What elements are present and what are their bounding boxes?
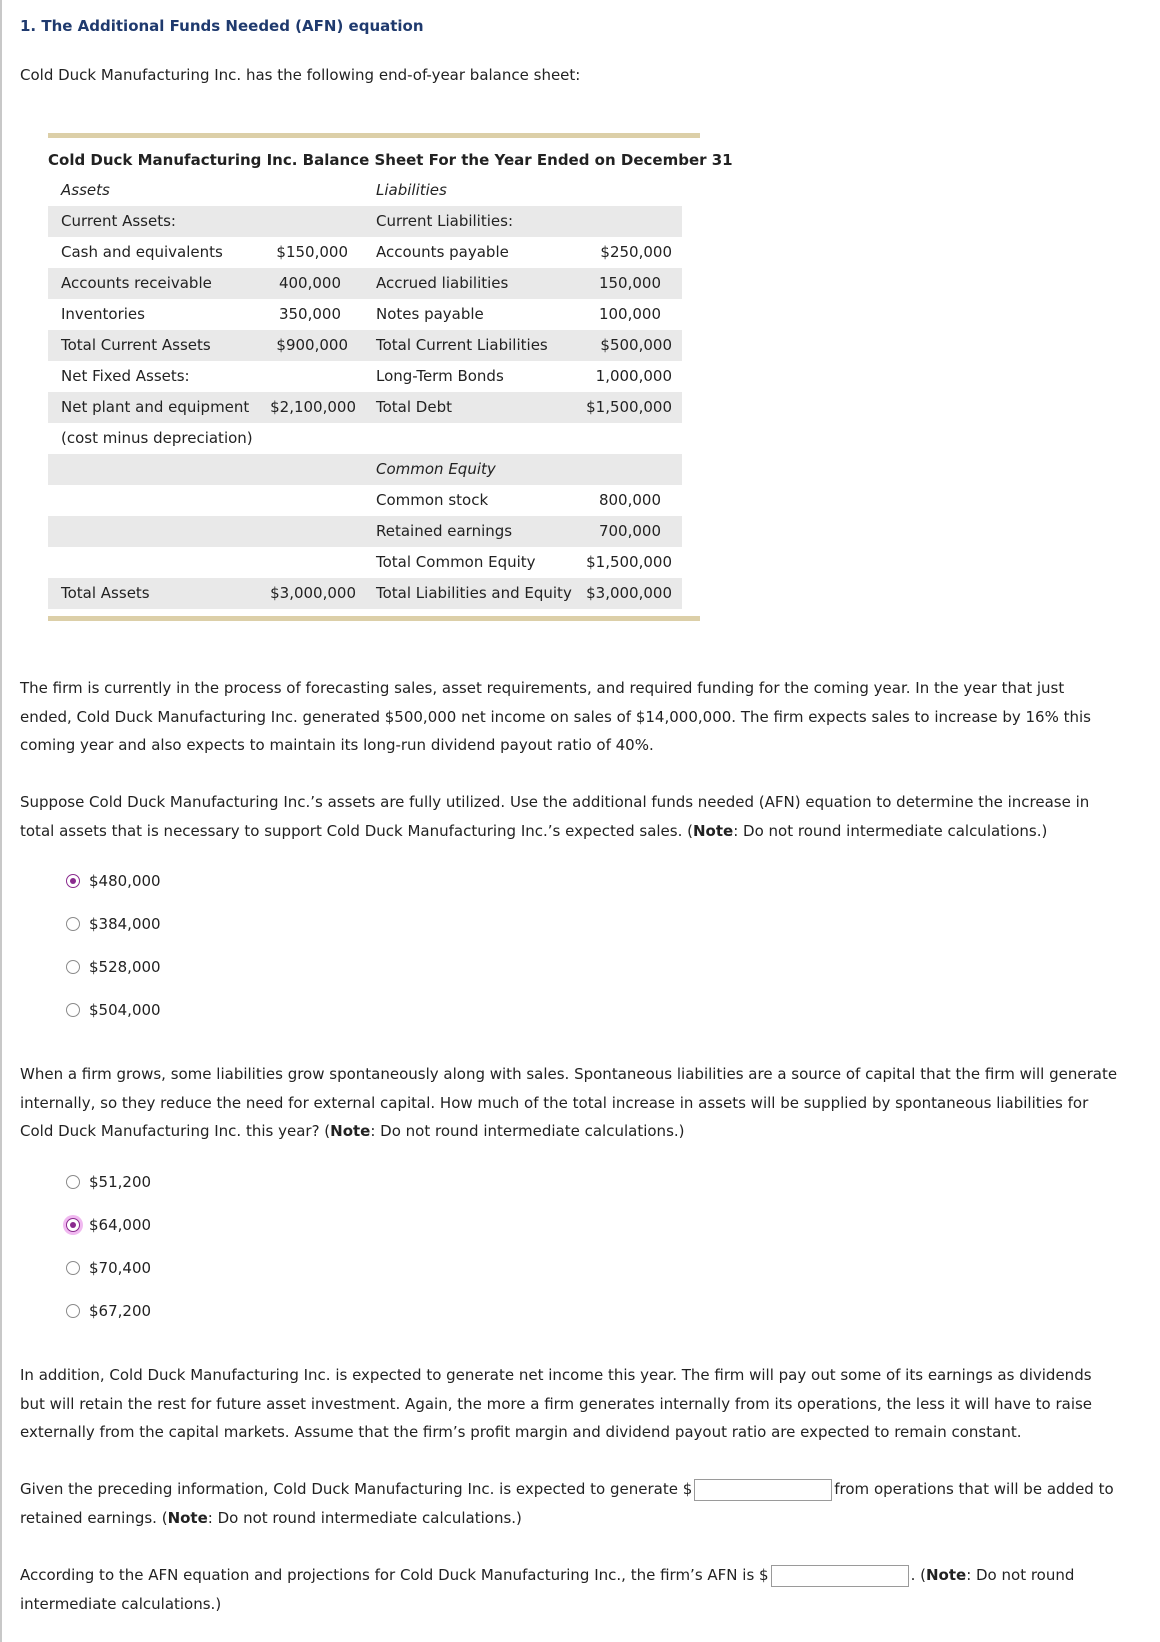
table-top-rule	[48, 133, 700, 138]
table-row	[48, 268, 682, 299]
question-4-text: According to the AFN equation and projections for Cold Duck Manufacturing Inc., the firm’s AFN is $ . (Note: Do not round intermediate calculations.)	[20, 1566, 1075, 1613]
liability-label: Current Liabilities:	[376, 212, 513, 230]
left-frame-border	[0, 0, 2, 1642]
liability-value: 1,000,000	[595, 367, 672, 385]
option-label: $528,000	[89, 958, 161, 976]
q2-option-1[interactable]	[66, 1171, 151, 1193]
table-bottom-rule	[48, 616, 700, 621]
liabilities-header: Liabilities	[376, 181, 447, 199]
question-heading: 1. The Additional Funds Needed (AFN) equation	[20, 17, 424, 35]
asset-value: $2,100,000	[270, 398, 356, 416]
radio-icon[interactable]	[66, 1304, 80, 1318]
q1-option-3[interactable]	[66, 956, 161, 978]
asset-label: (cost minus depreciation)	[61, 429, 253, 447]
liability-label: Common stock	[376, 491, 489, 509]
radio-icon[interactable]	[66, 1003, 80, 1017]
asset-label: Total Current Assets	[61, 336, 211, 354]
liability-label: Accrued liabilities	[376, 274, 509, 292]
liability-value: $3,000,000	[586, 584, 672, 602]
table-row	[48, 516, 682, 547]
liability-value: 700,000	[598, 522, 661, 540]
liability-value: 150,000	[598, 274, 661, 292]
question-2-text: When a firm grows, some liabilities grow spontaneously along with sales. Spontaneous liabilities are a source of capital that the firm will generate internally, so they reduce the need for external capital. How much of the total increase in assets will be supplied by spontaneous liabilities for Cold Duck Manufacturing Inc. this year? (Note: Do not round intermediate calculations.)	[20, 1065, 1118, 1140]
liability-value: $1,500,000	[586, 553, 672, 571]
asset-value: $150,000	[276, 243, 348, 261]
option-label: $384,000	[89, 915, 161, 933]
asset-label: Accounts receivable	[61, 274, 212, 292]
radio-selected-icon[interactable]	[66, 1218, 80, 1232]
q1-option-4[interactable]	[66, 999, 161, 1021]
asset-label: Total Assets	[61, 584, 150, 602]
table-row	[48, 547, 682, 578]
table-row	[48, 237, 682, 268]
asset-label: Net plant and equipment	[61, 398, 250, 416]
option-label: $480,000	[89, 872, 161, 890]
asset-value: $3,000,000	[270, 584, 356, 602]
liability-label: Retained earnings	[376, 522, 513, 540]
radio-icon[interactable]	[66, 960, 80, 974]
liability-label: Total Current Liabilities	[376, 336, 548, 354]
liability-label: Notes payable	[376, 305, 484, 323]
q1-option-2[interactable]	[66, 913, 161, 935]
liability-value: $500,000	[600, 336, 672, 354]
asset-label: Current Assets:	[61, 212, 176, 230]
table-row	[48, 206, 682, 237]
liability-label: Total Debt	[376, 398, 452, 416]
table-row	[48, 578, 682, 609]
q2-option-2[interactable]	[66, 1214, 151, 1236]
option-label: $504,000	[89, 1001, 161, 1019]
intro-text: Cold Duck Manufacturing Inc. has the following end-of-year balance sheet:	[20, 66, 581, 84]
table-row	[48, 361, 682, 392]
table-row	[48, 485, 682, 516]
option-label: $64,000	[89, 1216, 152, 1234]
liability-label: Accounts payable	[376, 243, 509, 261]
liability-label: Total Common Equity	[376, 553, 536, 571]
liability-value: $1,500,000	[586, 398, 672, 416]
asset-value: 350,000	[278, 305, 341, 323]
option-label: $67,200	[89, 1302, 152, 1320]
forecast-paragraph: The firm is currently in the process of forecasting sales, asset requirements, and required funding for the coming year. In the year that just ended, Cold Duck Manufacturing Inc. generated $500,000 net income on sales of $14,000,000. The firm expects sales to increase by 16% this coming year and also expects to maintain its long-run dividend payout ratio of 40%.	[20, 679, 1091, 754]
afn-input[interactable]	[771, 1565, 909, 1587]
table-row	[48, 454, 682, 485]
question-1-text: Suppose Cold Duck Manufacturing Inc.’s assets are fully utilized. Use the additional funds needed (AFN) equation to determine the increase in total assets that is necessary to support Cold Duck Manufacturing Inc.’s expected sales. (Note: Do not round intermediate calculations.)	[20, 793, 1090, 840]
radio-icon[interactable]	[66, 917, 80, 931]
liability-value: 100,000	[598, 305, 661, 323]
question-3-text: Given the preceding information, Cold Duck Manufacturing Inc. is expected to generate $ from operations that will be added to retained earnings. (Note: Do not round intermediate calculations.)	[20, 1480, 1114, 1527]
liability-label: Common Equity	[376, 460, 496, 478]
radio-icon[interactable]	[66, 1175, 80, 1189]
table-row	[48, 392, 682, 423]
balance-sheet-title: Cold Duck Manufacturing Inc. Balance Sheet For the Year Ended on December 31	[48, 151, 733, 169]
table-row	[48, 299, 682, 330]
liability-value: 800,000	[598, 491, 661, 509]
table-row	[48, 423, 682, 454]
assets-header: Assets	[61, 181, 110, 199]
liability-label: Total Liabilities and Equity	[376, 584, 572, 602]
q2-option-4[interactable]	[66, 1300, 151, 1322]
asset-label: Net Fixed Assets:	[61, 367, 190, 385]
option-label: $70,400	[89, 1259, 152, 1277]
radio-icon[interactable]	[66, 1261, 80, 1275]
liability-label: Long-Term Bonds	[376, 367, 504, 385]
table-row	[48, 330, 682, 361]
retained-earnings-input[interactable]	[694, 1479, 832, 1501]
option-label: $51,200	[89, 1173, 152, 1191]
asset-value: 400,000	[278, 274, 341, 292]
asset-value: $900,000	[276, 336, 348, 354]
q1-option-1[interactable]	[66, 870, 161, 892]
retention-paragraph: In addition, Cold Duck Manufacturing Inc. is expected to generate net income this year. The firm will pay out some of its earnings as dividends but will retain the rest for future asset investment. Again, the more a firm generates internally from its operations, the less it will have to raise externally from the capital markets. Assume that the firm’s profit margin and dividend payout ratio are expected to remain constant.	[20, 1366, 1093, 1441]
liability-value: $250,000	[600, 243, 672, 261]
asset-label: Cash and equivalents	[61, 243, 223, 261]
asset-label: Inventories	[61, 305, 145, 323]
radio-selected-icon[interactable]	[66, 874, 80, 888]
q2-option-3[interactable]	[66, 1257, 151, 1279]
